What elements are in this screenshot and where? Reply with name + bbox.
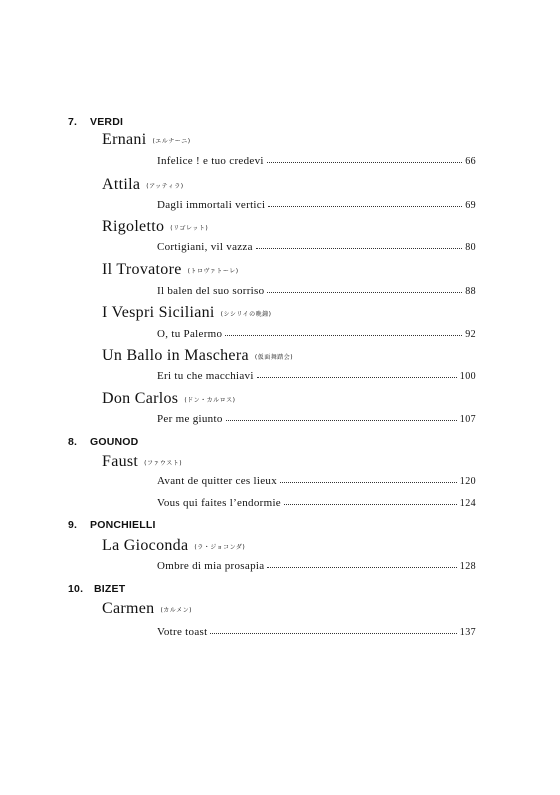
aria-entry xyxy=(157,560,476,574)
page-number: 124 xyxy=(459,498,476,509)
section-number: 9. xyxy=(68,519,78,531)
composer-heading xyxy=(68,583,125,595)
opera-japanese-title: (仮面舞踏会) xyxy=(254,354,294,361)
dot-leader xyxy=(210,632,456,634)
opera-name: Attila xyxy=(102,176,141,193)
dot-leader xyxy=(225,334,462,336)
page-number: 69 xyxy=(465,200,476,211)
section-number: 10. xyxy=(68,583,84,595)
opera-name: Carmen xyxy=(102,600,155,617)
page-number: 120 xyxy=(459,476,476,487)
opera-japanese-title: (ドン・カルロス) xyxy=(184,397,236,404)
opera-name: La Gioconda xyxy=(102,537,189,554)
dot-leader xyxy=(267,566,456,568)
aria-entry xyxy=(157,199,476,213)
aria-title: Dagli immortali vertici xyxy=(157,199,266,211)
section-number: 8. xyxy=(68,436,78,448)
aria-title: Il balen del suo sorriso xyxy=(157,285,265,297)
aria-entry xyxy=(157,328,476,342)
page-number: 88 xyxy=(465,286,476,297)
composer-name: GOUNOD xyxy=(90,436,139,448)
dot-leader xyxy=(280,481,457,483)
aria-title: Avant de quitter ces lieux xyxy=(157,475,278,487)
opera-name: I Vespri Siciliani xyxy=(102,304,215,321)
composer-heading xyxy=(68,116,123,128)
dot-leader xyxy=(257,376,457,378)
composer-heading xyxy=(68,519,156,531)
opera-japanese-title: (リゴレット) xyxy=(170,225,209,232)
opera-name: Un Ballo in Maschera xyxy=(102,347,249,364)
opera-title xyxy=(102,453,182,471)
dot-leader xyxy=(267,291,462,293)
section-number: 7. xyxy=(68,116,78,128)
composer-name: PONCHIELLI xyxy=(90,519,156,531)
aria-title: Cortigiani, vil vazza xyxy=(157,241,253,253)
opera-japanese-title: (エルナーニ) xyxy=(152,138,191,145)
opera-name: Rigoletto xyxy=(102,218,165,235)
opera-name: Ernani xyxy=(102,131,147,148)
aria-title: Ombre di mia prosapia xyxy=(157,560,265,572)
opera-japanese-title: (ファウスト) xyxy=(144,460,183,467)
aria-entry xyxy=(157,626,476,640)
page-number: 137 xyxy=(459,627,476,638)
aria-entry xyxy=(157,370,476,384)
opera-title xyxy=(102,600,192,618)
opera-title xyxy=(102,390,236,408)
opera-title xyxy=(102,131,191,149)
opera-japanese-title: (ラ・ジョコンダ) xyxy=(194,544,246,551)
aria-title: Infelice ! e tuo credevi xyxy=(157,155,264,167)
page-number: 92 xyxy=(465,329,476,340)
aria-entry xyxy=(157,497,476,511)
aria-title: Eri tu che macchiavi xyxy=(157,370,254,382)
dot-leader xyxy=(268,205,462,207)
composer-name: VERDI xyxy=(90,116,124,128)
opera-title xyxy=(102,347,293,365)
dot-leader xyxy=(256,247,462,249)
opera-title xyxy=(102,261,239,279)
opera-japanese-title: (アッティラ) xyxy=(146,183,184,190)
opera-title xyxy=(102,218,208,236)
dot-leader xyxy=(226,419,457,421)
page-number: 128 xyxy=(459,561,476,572)
aria-entry xyxy=(157,413,476,427)
page-number: 80 xyxy=(465,242,476,253)
aria-title: Votre toast xyxy=(157,626,208,638)
dot-leader xyxy=(267,161,462,163)
opera-name: Don Carlos xyxy=(102,390,179,407)
composer-heading xyxy=(68,436,138,448)
opera-name: Faust xyxy=(102,453,139,470)
aria-entry xyxy=(157,475,476,489)
aria-entry xyxy=(157,285,476,299)
aria-title: Vous qui faites l’endormie xyxy=(157,497,281,509)
opera-name: Il Trovatore xyxy=(102,261,182,278)
opera-title xyxy=(102,537,245,555)
dot-leader xyxy=(284,503,457,505)
opera-title xyxy=(102,304,272,322)
aria-title: Per me giunto xyxy=(157,413,223,425)
page-number: 66 xyxy=(465,156,476,167)
opera-japanese-title: (シシリイの晩鐘) xyxy=(220,311,272,318)
aria-entry xyxy=(157,241,476,255)
page-number: 100 xyxy=(459,371,476,382)
opera-title xyxy=(102,176,184,194)
opera-japanese-title: (トロヴァトーレ) xyxy=(187,268,239,275)
aria-entry xyxy=(157,155,476,169)
page-number: 107 xyxy=(459,414,476,425)
composer-name: BIZET xyxy=(94,583,126,595)
opera-japanese-title: (カルメン) xyxy=(160,607,192,614)
aria-title: O, tu Palermo xyxy=(157,328,223,340)
